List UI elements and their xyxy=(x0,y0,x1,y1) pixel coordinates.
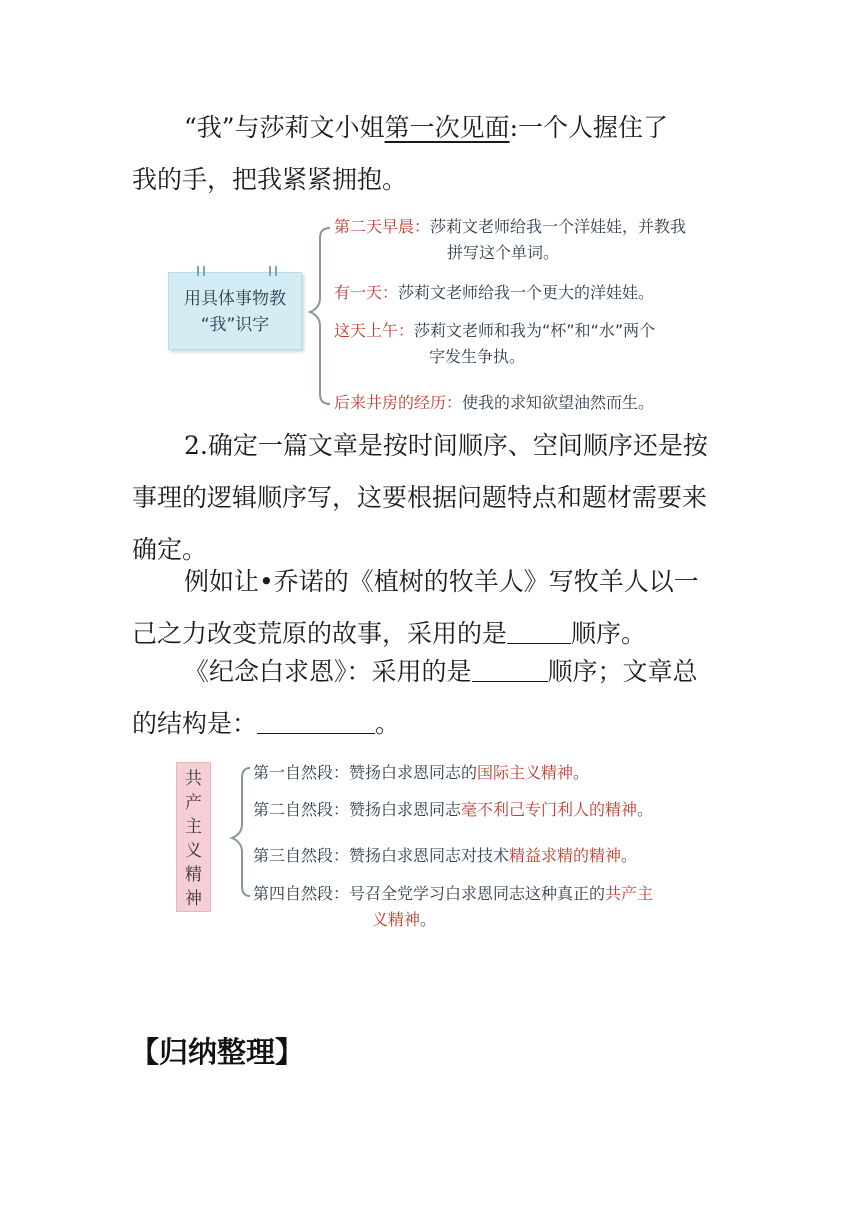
diagram-item xyxy=(253,760,589,786)
item-label: 第三自然段： xyxy=(253,846,350,865)
paragraph-line: 事理的逻辑顺序写，这要根据问题特点和题材需要来 xyxy=(132,483,708,512)
topic-char: 产 xyxy=(185,793,202,813)
text-segment: 。 xyxy=(375,709,401,738)
item-text: 莎莉文老师和我为“杯”和“水”两个 xyxy=(414,321,656,340)
paragraph-line xyxy=(132,646,732,698)
topic-char: 义 xyxy=(185,841,202,861)
brace-icon xyxy=(224,762,254,902)
item-text: 赞扬白求恩同志 xyxy=(349,800,462,819)
item-text: 。 xyxy=(637,800,654,819)
item-text: 。 xyxy=(420,910,437,929)
diagram-item xyxy=(334,214,686,266)
topic-char: 精 xyxy=(185,865,202,885)
diagram-item xyxy=(334,280,654,306)
diagram-concrete-teaching xyxy=(168,208,768,413)
text-segment: 的结构是： xyxy=(132,709,258,738)
item-label: 第二天早晨： xyxy=(334,217,431,236)
fill-blank[interactable] xyxy=(472,657,548,682)
diagram-item xyxy=(253,881,653,933)
fill-blank[interactable] xyxy=(257,709,375,734)
item-highlight: 国际主义精神 xyxy=(477,763,574,782)
item-label: 第四自然段： xyxy=(253,884,350,903)
text-segment: :一个人握住了 xyxy=(509,113,669,142)
item-label: 第二自然段： xyxy=(253,800,350,819)
diagram-item xyxy=(334,390,654,416)
item-highlight: 精益求精的精神 xyxy=(509,846,622,865)
paragraph-first-meeting xyxy=(132,102,732,206)
paragraph-line: 我的手，把我紧紧拥抱。 xyxy=(132,165,408,194)
paragraph-bethune xyxy=(132,646,732,750)
diagram-topic-box xyxy=(168,272,302,350)
brace-icon xyxy=(304,208,334,408)
diagram-item xyxy=(334,318,655,370)
underlined-phrase: 第一次见面 xyxy=(384,113,510,142)
item-text: 赞扬白求恩同志的 xyxy=(349,763,478,782)
item-continuation: 拼写这个单词。 xyxy=(447,243,560,262)
item-continuation: 字发生争执。 xyxy=(429,347,526,366)
topic-char: 共 xyxy=(185,769,202,789)
pin-decoration xyxy=(169,266,301,276)
item-text: 使我的求知欲望油然而生。 xyxy=(462,393,655,412)
topic-char: 神 xyxy=(185,889,202,909)
paragraph-line: 2.确定一篇文章是按时间顺序、空间顺序还是按 xyxy=(184,431,708,460)
diagram-item xyxy=(253,797,653,823)
text-segment: 顺序。 xyxy=(571,619,647,648)
topic-line: 用具体事物教 xyxy=(184,289,286,309)
topic-char: 主 xyxy=(185,817,202,837)
paragraph-order-determination xyxy=(132,420,732,576)
text-segment: 《纪念白求恩》：采用的是 xyxy=(184,657,472,686)
paragraph-line: 确定。 xyxy=(132,535,208,564)
item-text: 莎莉文老师给我一个更大的洋娃娃。 xyxy=(398,283,655,302)
item-text: 。 xyxy=(621,846,638,865)
item-text: 。 xyxy=(573,763,590,782)
item-text: 号召全党学习白求恩同志这种真正的 xyxy=(349,884,606,903)
text-segment: “我”与莎莉文小姐 xyxy=(184,113,385,142)
diagram-communist-spirit xyxy=(176,756,756,936)
item-highlight: 共产主 xyxy=(605,884,654,903)
paragraph-example xyxy=(132,556,732,660)
item-text: 莎莉文老师给我一个洋娃娃，并教我 xyxy=(430,217,687,236)
fill-blank[interactable] xyxy=(507,619,571,644)
paragraph-line xyxy=(132,698,732,750)
item-text: 赞扬白求恩同志对技术 xyxy=(349,846,510,865)
item-label: 有一天： xyxy=(334,283,399,302)
section-heading: 【归纳整理】 xyxy=(130,1035,305,1069)
text-segment: 顺序；文章总 xyxy=(547,657,698,686)
diagram-topic-box xyxy=(176,762,211,912)
text-segment: 己之力改变荒原的故事，采用的是 xyxy=(132,619,508,648)
topic-line: “我”识字 xyxy=(200,315,270,335)
item-label: 这天上午： xyxy=(334,321,415,340)
item-highlight: 义精神 xyxy=(372,910,421,929)
item-highlight: 毫不利己专门利人的精神 xyxy=(461,800,638,819)
diagram-item xyxy=(253,843,637,869)
item-label: 第一自然段： xyxy=(253,763,350,782)
paragraph-line: 例如让•乔诺的《植树的牧羊人》写牧羊人以一 xyxy=(184,567,699,596)
item-continuation xyxy=(253,907,653,933)
item-label: 后来井房的经历： xyxy=(334,393,463,412)
paragraph-line xyxy=(132,102,732,154)
